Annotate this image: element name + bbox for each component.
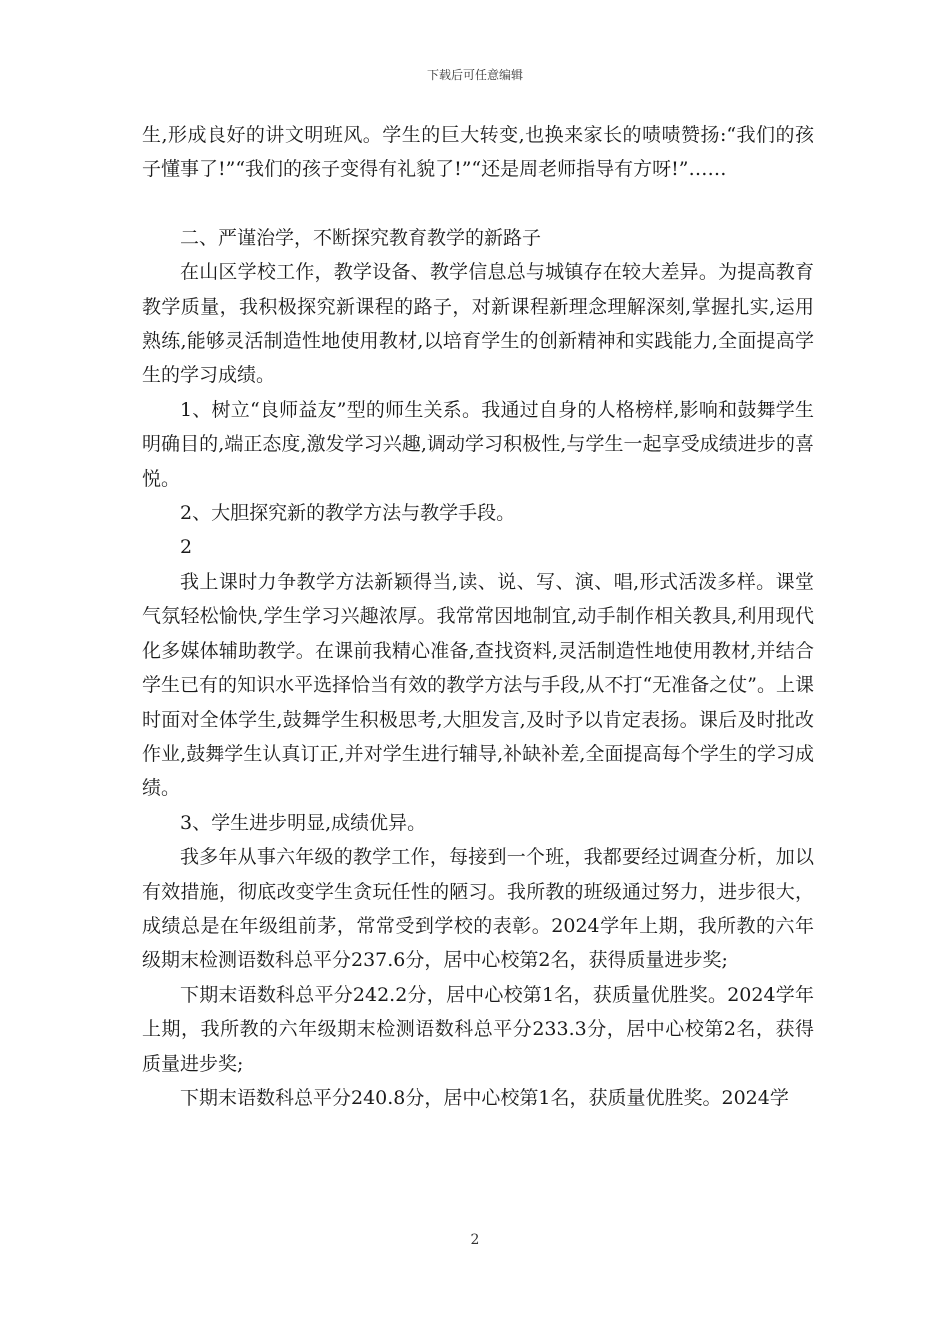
- list-item-1: 1、树立“良师益友”型的师生关系。我通过自身的人格榜样,影响和鼓舞学生明确目的,端正态度,激发学习兴趣,调动学习积极性,与学生一起享受成绩进步的喜悦。: [142, 398, 814, 490]
- list-item-2: 2、大胆探究新的教学方法与教学手段。: [180, 502, 516, 525]
- paragraph: 在山区学校工作，教学设备、教学信息总与城镇存在较大差异。为提高教育教学质量，我积极探究新课程的路子，对新课程新理念理解深刻,掌握扎实,运用熟练,能够灵活制造性地使用教材,以培育学生的创新精神和实践能力,全面提高学生的学习成绩。: [142, 261, 814, 387]
- paragraph: 我多年从事六年级的教学工作，每接到一个班，我都要经过调查分析，加以有效措施，彻底改变学生贪玩任性的陋习。我所教的班级通过努力，进步很大，成绩总是在年级组前茅，常常受到学校的表彰。2024学年上期，我所教的六年级期末检测语数科总平分237.6分，居中心校第2名，获得质量进步奖;: [142, 846, 814, 972]
- section-heading: 二、严谨治学，不断探究教育教学的新路子: [180, 226, 542, 249]
- paragraph-continuation: 生,形成良好的讲文明班风。学生的巨大转变,也换来家长的啧啧赞扬:“我们的孩子懂事了!”“我们的孩子变得有礼貌了!”“还是周老师指导有方呀!”……: [142, 124, 814, 181]
- page-number: 2: [470, 1232, 480, 1248]
- paragraph: 我上课时力争教学方法新颖得当,读、说、写、演、唱,形式活泼多样。课堂气氛轻松愉快,学生学习兴趣浓厚。我常常因地制宜,动手制作相关教具,利用现代化多媒体辅助教学。在课前我精心准备,查找资料,灵活制造性地使用教材,并结合学生已有的知识水平选择恰当有效的教学方法与手段,从不打“无准备之仗”。上课时面对全体学生,鼓舞学生积极思考,大胆发言,及时予以肯定表扬。课后及时批改作业,鼓舞学生认真订正,并对学生进行辅导,补缺补差,全面提高每个学生的学习成绩。: [142, 570, 814, 800]
- paragraph: 下期末语数科总平分240.8分，居中心校第1名，获质量优胜奖。2024学: [180, 1086, 789, 1109]
- paragraph-spacer: [142, 187, 814, 221]
- paragraph: 下期末语数科总平分242.2分，居中心校第1名，获质量优胜奖。2024学年上期，我所教的六年级期末检测语数科总平分233.3分，居中心校第2名，获得质量进步奖;: [142, 983, 814, 1075]
- list-item-3: 3、学生进步明显,成绩优异。: [180, 811, 427, 834]
- inline-page-marker: 2: [180, 536, 193, 559]
- page-header: 下载后可任意编辑: [426, 68, 523, 82]
- document-body: [142, 118, 814, 1115]
